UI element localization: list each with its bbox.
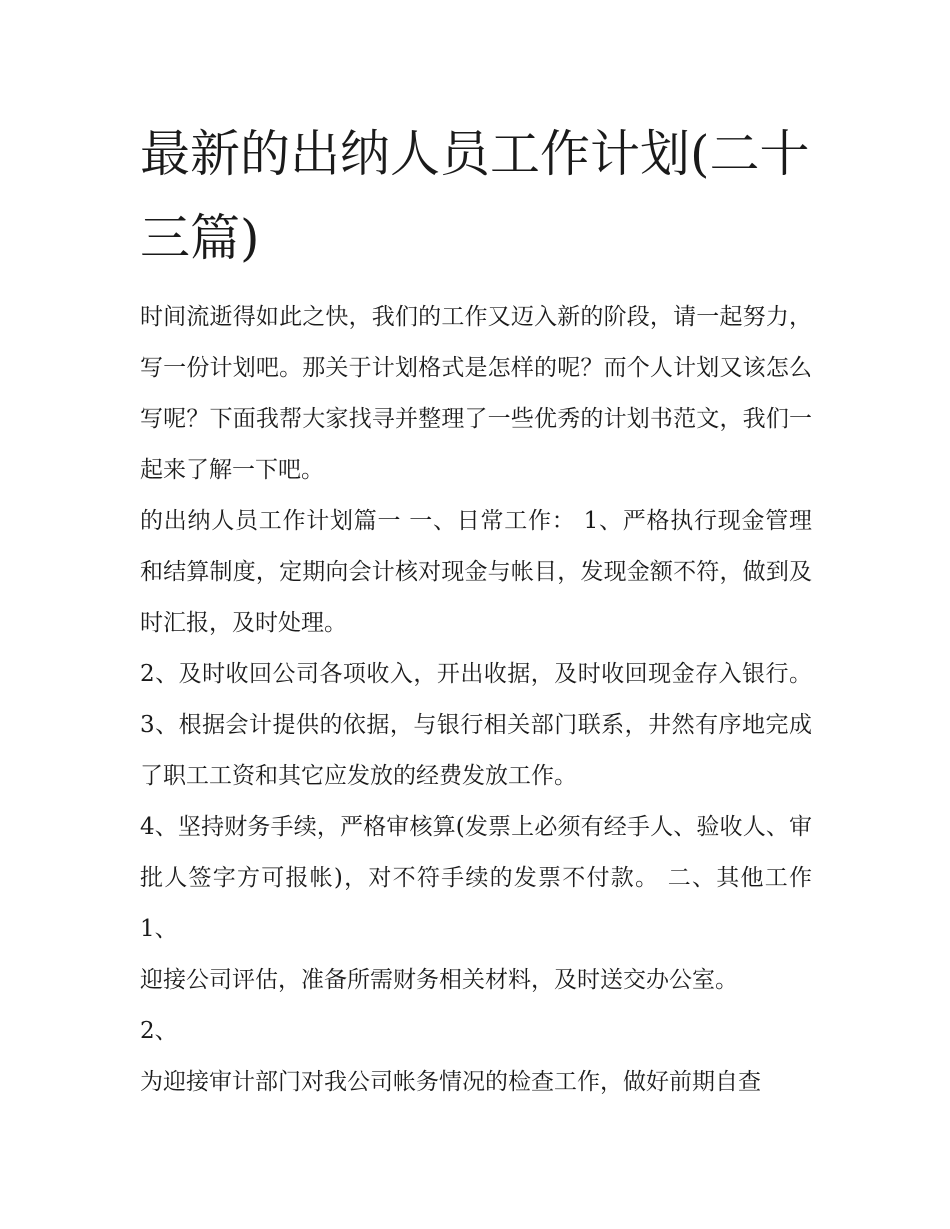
- paragraph-income-wages: 2、及时收回公司各项收入，开出收据，及时收回现金存入银行。 3、根据会计提供的依据，与银行相关部门联系，井然有序地完成了职工工资和其它应发放的经费发放工作。: [140, 661, 812, 789]
- document-title: 最新的出纳人员工作计划(二十三篇): [140, 125, 810, 267]
- paragraph-item-2: 2、: [140, 1018, 178, 1044]
- paragraph-intro: 时间流逝得如此之快，我们的工作又迈入新的阶段，请一起努力，写一份计划吧。那关于计划格式是怎样的呢？而个人计划又该怎么写呢？下面我帮大家找寻并整理了一些优秀的计划书范文，我们一起来了解一下吧。: [140, 304, 812, 483]
- paragraph-invoice-review: 4、坚持财务手续，严格审核算(发票上必须有经手人、验收人、审批人签字方可报帐)，对不符手续的发票不付款。 二、其他工作 1、: [140, 814, 812, 942]
- paragraph-daily-work: 的出纳人员工作计划篇一 一、日常工作： 1、严格执行现金管理和结算制度，定期向会计核对现金与帐目，发现金额不符，做到及时汇报，及时处理。: [140, 508, 812, 636]
- document-page: [140, 112, 812, 1108]
- paragraph-audit: 为迎接审计部门对我公司帐务情况的检查工作，做好前期自查: [140, 1069, 761, 1095]
- paragraph-evaluation: 迎接公司评估，准备所需财务相关材料，及时送交办公室。: [140, 967, 738, 993]
